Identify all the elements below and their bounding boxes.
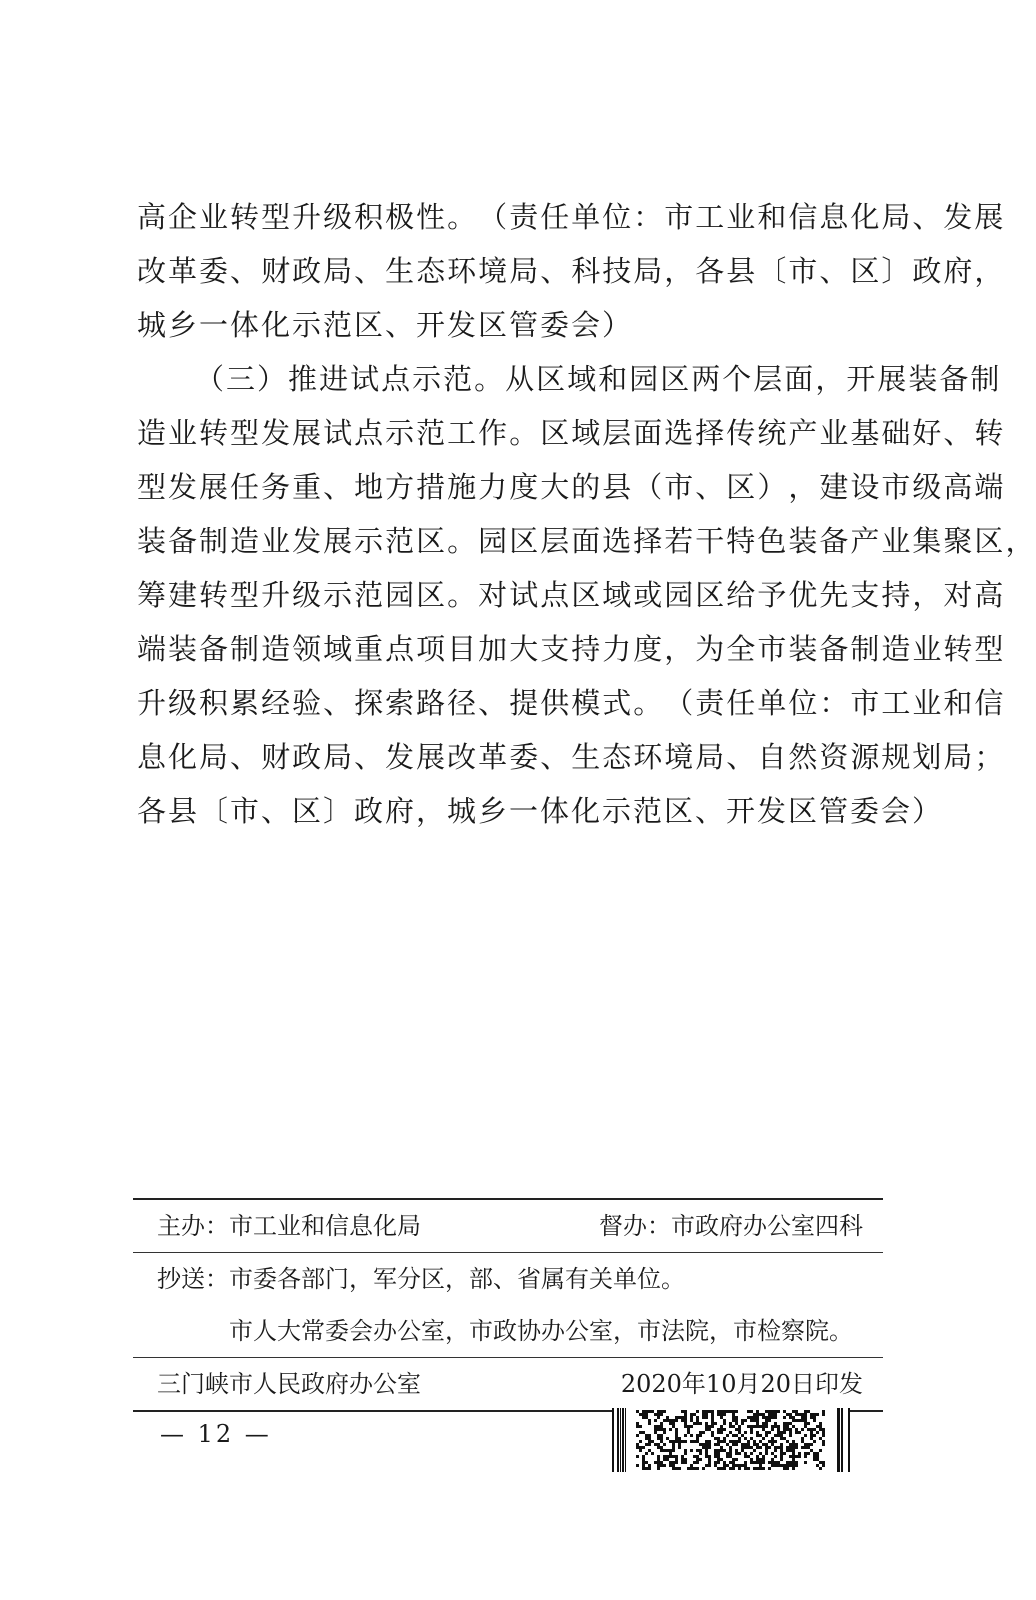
body-line: 息 化 局 、 财 政 局 、 发 展 改 革 委 、 生 态 环 境 局 、 自 然 资 源 规 划 局 ； [137,740,1006,774]
supervisor-text: 督办：市政府办公室四科 [599,1212,863,1240]
document-footer [133,1198,883,1412]
body-line: 升 级 积 累 经 验 、 探 索 路 径 、 提 供 模 式 。 （ 责 任 单 位 ： 市 工 业 和 信 [137,686,1006,720]
sponsor-row [133,1200,883,1252]
sponsor-text: 主办：市工业和信息化局 [157,1212,421,1240]
cc-text-continued: 市人大常委会办公室，市政协办公室，市法院，市检察院。 [229,1317,853,1345]
body-line: 筹 建 转 型 升 级 示 范 园 区 。 对 试 点 区 域 或 园 区 给 予 优 先 支 持 ， 对 高 [137,578,1006,612]
page-number: — 12 — [160,1420,272,1448]
body-line: 高 企 业 转 型 升 级 积 极 性 。 （ 责 任 单 位 ： 市 工 业 和 信 息 化 局 、 发 展 [137,200,1006,234]
issue-date: 2020年10月20日印发 [620,1370,863,1398]
cc-row-continued [133,1305,883,1357]
body-line: 城乡一体化示范区、开发区管委会） [137,308,634,342]
cc-row [133,1253,883,1305]
body-line: 端 装 备 制 造 领 域 重 点 项 目 加 大 支 持 力 度 ， 为 全 市 装 备 制 造 业 转 型 [137,632,1006,666]
cc-text: 抄送：市委各部门，军分区，部、省属有关单位。 [157,1265,685,1293]
body-line: 造 业 转 型 发 展 试 点 示 范 工 作 。 区 域 层 面 选 择 传 统 产 业 基 础 好 、 转 [137,416,1006,450]
barcode-image [612,1408,850,1472]
body-line: 改 革 委 、 财 政 局 、 生 态 环 境 局 、 科 技 局 ， 各 县 〔 市 、 区 〕 政 府 ， [137,254,1006,288]
issuer-text: 三门峡市人民政府办公室 [157,1370,421,1398]
body-line: 装 备 制 造 业 发 展 示 范 区 。 园 区 层 面 选 择 若 干 特 色 装 备 产 业 集 聚 区 ， [137,524,1036,558]
body-text [137,190,1036,838]
body-line: 型 发 展 任 务 重 、 地 方 措 施 力 度 大 的 县 （ 市 、 区 ） ， 建 设 市 级 高 端 [137,470,1006,504]
body-line: 各县〔市、区〕政府，城乡一体化示范区、开发区管委会） [137,794,944,828]
section-heading-line: （ 三 ） 推 进 试 点 示 范 。 从 区 域 和 园 区 两 个 层 面 ， 开 展 装 备 制 [195,362,1002,396]
issuer-row [133,1358,883,1410]
